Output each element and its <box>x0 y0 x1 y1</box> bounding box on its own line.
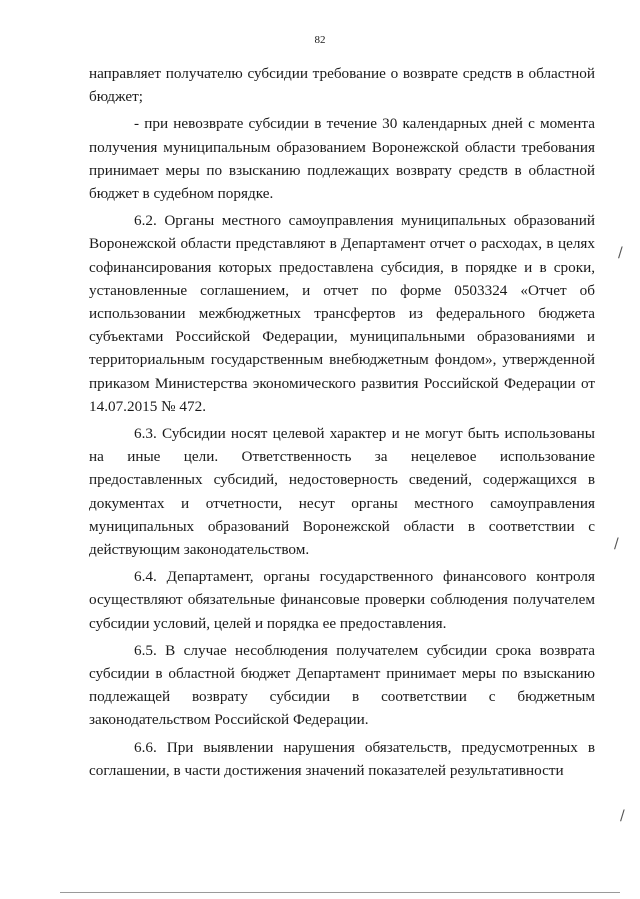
margin-stroke-mark: / <box>618 245 623 261</box>
bottom-scan-edge <box>60 892 620 893</box>
paragraph-6-4: 6.4. Департамент, органы государственного финансового контроля осуществляют обязательные финансовые проверки соблюдения получателем субсидии условий, целей и порядка ее предоставления. <box>89 568 595 632</box>
paragraph-nonreturn: - при невозврате субсидии в течение 30 календарных дней с момента получения муниципальным образованием Воронежской области требования принимает меры по взысканию подлежащих возврату средств в областной бюджет в судебном порядке. <box>89 115 595 203</box>
paragraph-6-2: 6.2. Органы местного самоуправления муниципальных образований Воронежской области представляют в Департамент отчет о расходах, в целях софинансирования которых предоставлена субсидия, в порядке и в сроки, установленные соглашением, и отчет по форме 0503324 «Отчет об использовании межбюджетных трансфертов из федерального бюджета субъектами Российской Федерации, муниципальными образованиями и территориальным государственным внебюджетным фондом», утвержденной приказом Министерства экономического развития Российской Федерации от 14.07.2015 № 472. <box>89 212 595 415</box>
page-number: 82 <box>314 34 326 46</box>
paragraph-continuation: направляет получателю субсидии требование о возврате средств в областной бюджет; <box>89 65 595 106</box>
paragraph-6-5: 6.5. В случае несоблюдения получателем субсидии срока возврата субсидии в областной бюджет Департамент принимает меры по взысканию подлежащей возврату субсидии в соответствии с бюджетным законодательством Российской Федерации. <box>89 641 595 729</box>
paragraph-6-3: 6.3. Субсидии носят целевой характер и не могут быть использованы на иные цели. Ответственность за нецелевое использование предоставленных субсидий, недостоверность сведений, содержащихся в документах и отчетности, несут органы местного самоуправления муниципальных образований Воронежской области в соответствии с действующим законодательством. <box>89 425 595 559</box>
document-body <box>89 62 595 786</box>
paragraph-6-6: 6.6. При выявлении нарушения обязательств, предусмотренных в соглашении, в части достижения значений показателей результативности <box>89 738 595 779</box>
margin-stroke-mark: / <box>614 536 619 552</box>
margin-stroke-mark: / <box>620 808 625 824</box>
